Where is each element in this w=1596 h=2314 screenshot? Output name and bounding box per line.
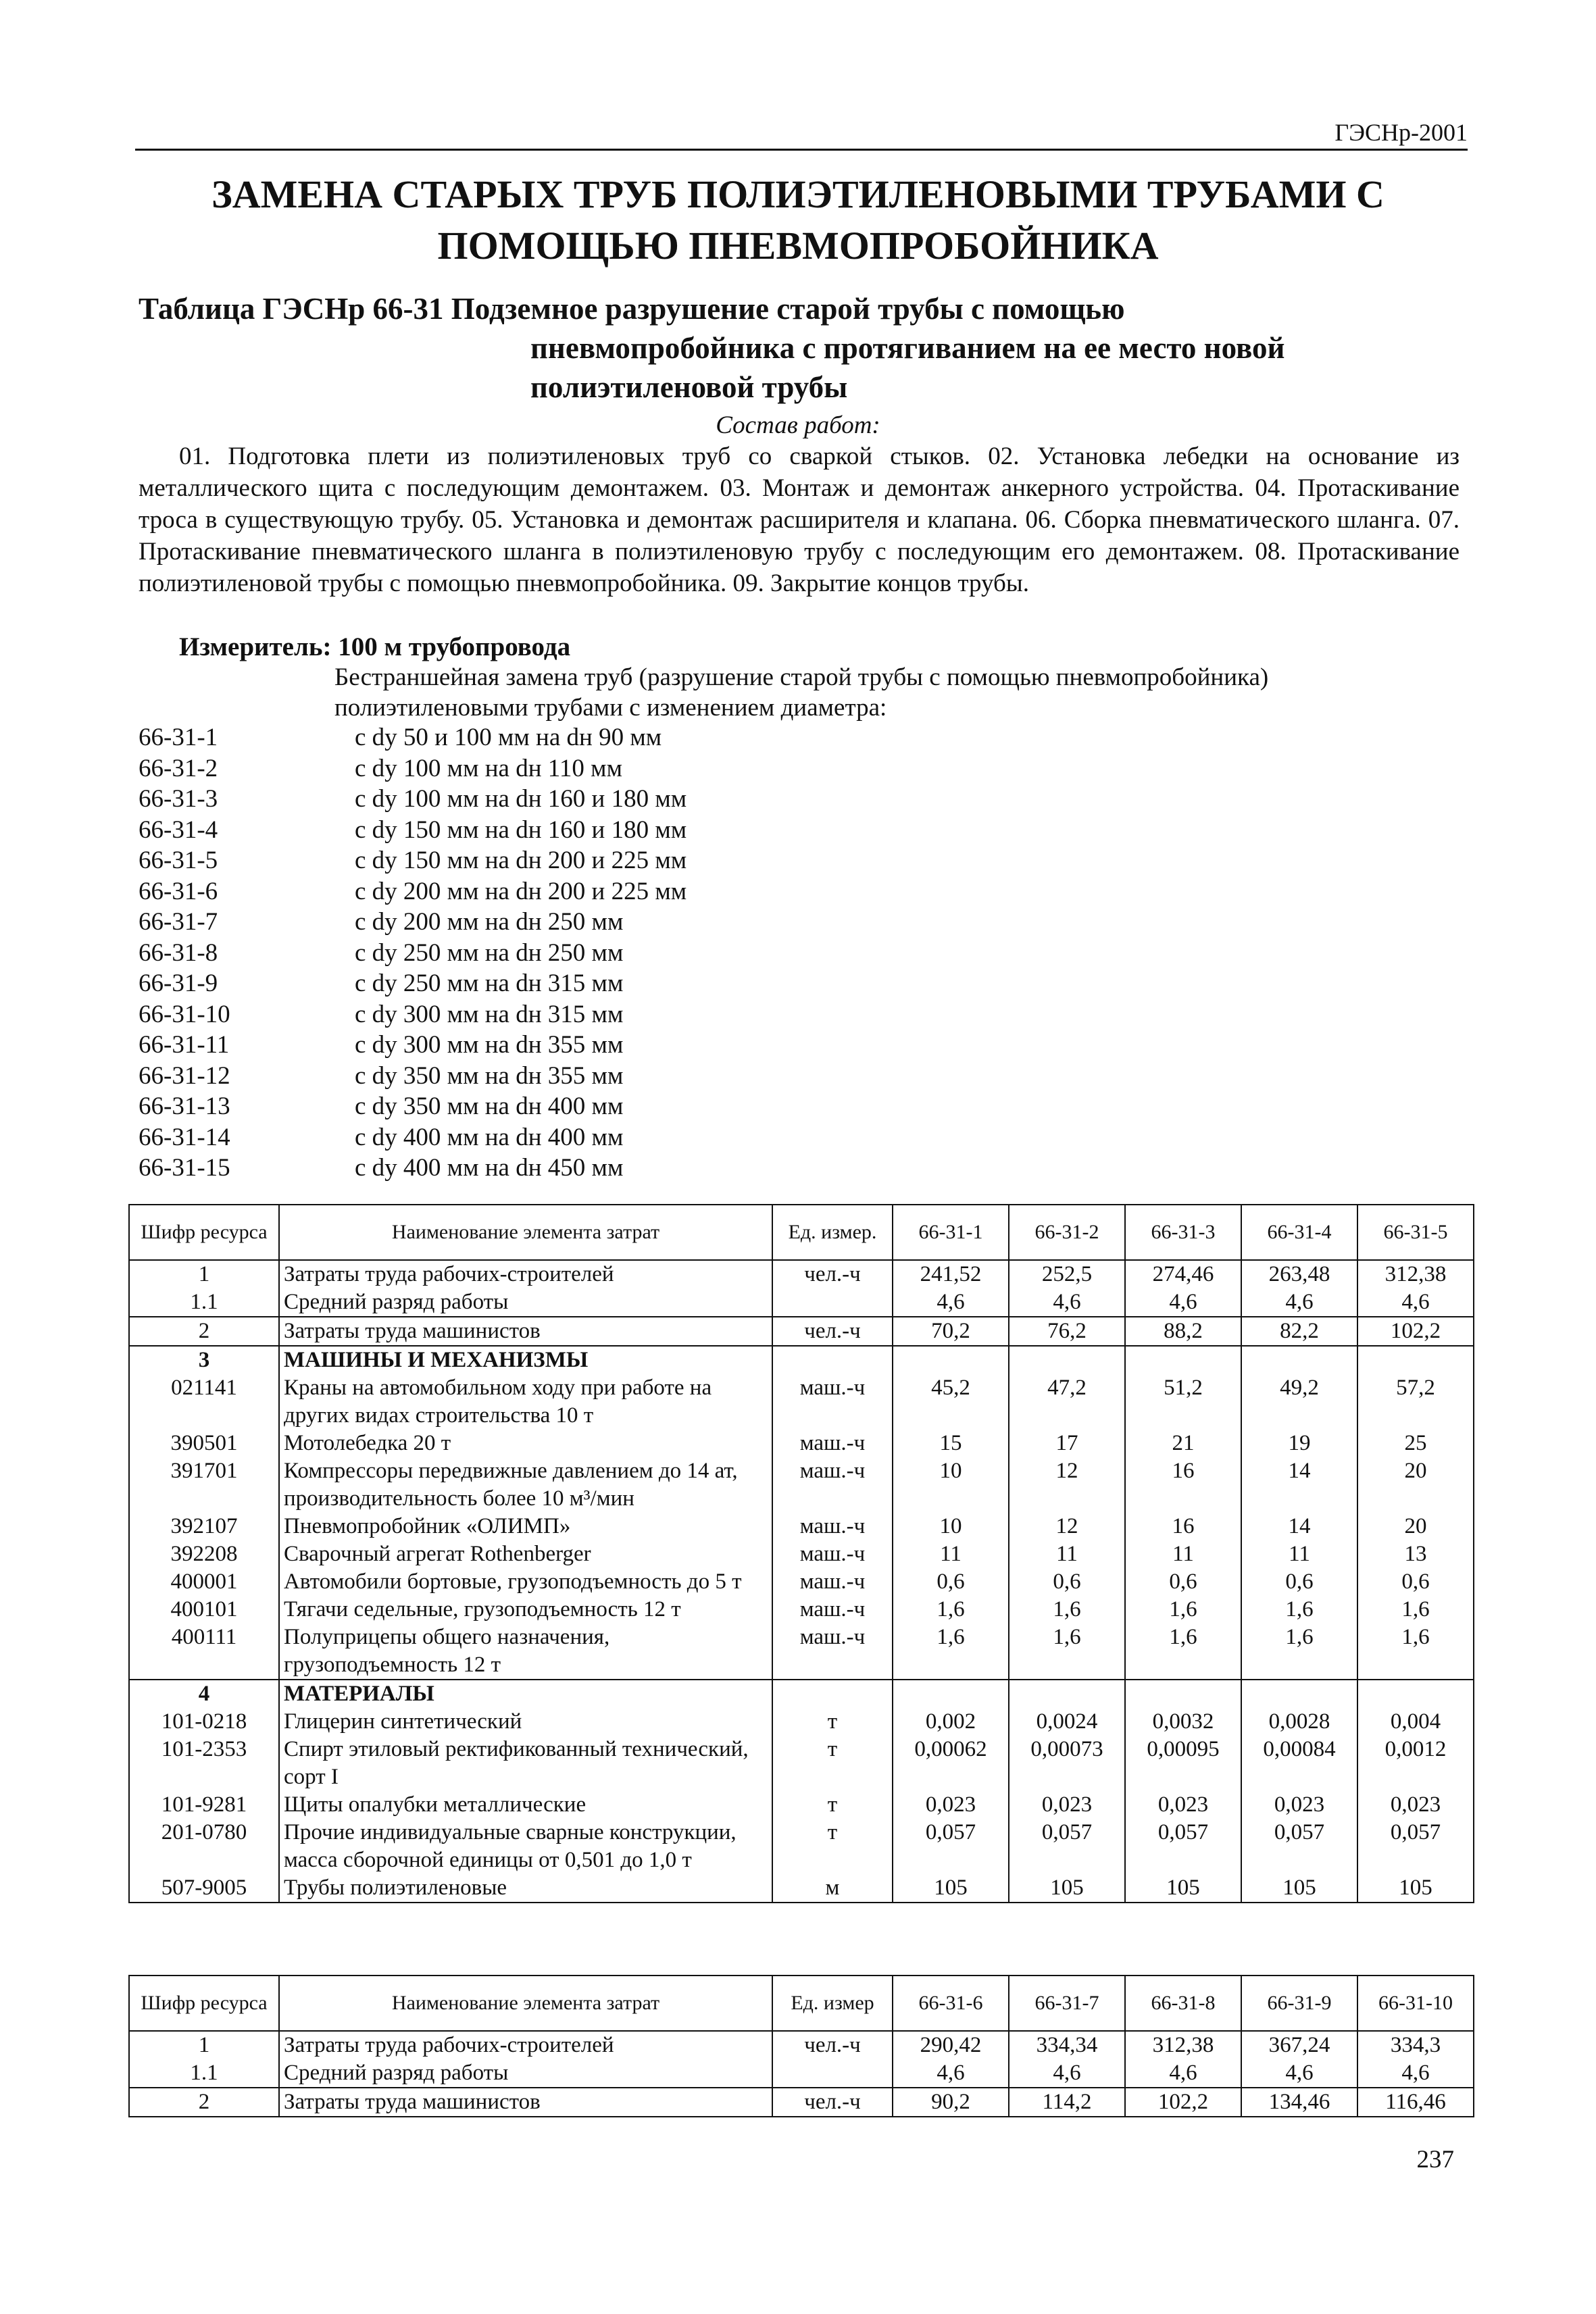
- variant-code: 66-31-3: [139, 785, 218, 813]
- resource-name-cell: Полуприцепы общего назначения, грузоподъемность 12 т: [279, 1624, 772, 1680]
- resource-name-cell: Автомобили бортовые, грузоподъемность до 5 т: [279, 1568, 772, 1596]
- value-cell: 4,6: [1241, 2059, 1357, 2088]
- resource-name-cell: Глицерин синтетический: [279, 1708, 772, 1736]
- variant-code: 66-31-7: [139, 908, 218, 936]
- value-cell: 13: [1357, 1540, 1474, 1568]
- value-cell: 102,2: [1125, 2088, 1241, 2117]
- value-cell: 274,46: [1125, 1260, 1241, 1288]
- resource-code-cell: 101-9281: [129, 1791, 279, 1819]
- unit-cell: чел.-ч: [772, 1260, 893, 1288]
- value-cell: 14: [1241, 1513, 1357, 1540]
- variant-description: с dy 250 мм на dн 250 мм: [355, 938, 624, 967]
- value-cell: 16: [1125, 1513, 1241, 1540]
- resource-name-cell: Щиты опалубки металлические: [279, 1791, 772, 1819]
- value-cell: 134,46: [1241, 2088, 1357, 2117]
- value-cell: 105: [1241, 1874, 1357, 1903]
- unit-cell: маш.-ч: [772, 1457, 893, 1513]
- column-header: 66-31-10: [1357, 1976, 1474, 2031]
- document-code: ГЭСНр-2001: [1335, 119, 1468, 146]
- unit-cell: т: [772, 1819, 893, 1874]
- value-cell: 0,002: [893, 1708, 1009, 1736]
- value-cell: 0,0028: [1241, 1708, 1357, 1736]
- resource-table-1: [128, 1204, 1474, 1903]
- table-title-line1: Таблица ГЭСНр 66-31 Подземное разрушение старой трубы с помощью: [139, 292, 1125, 326]
- value-cell: [1009, 1346, 1125, 1374]
- value-cell: 1,6: [893, 1596, 1009, 1624]
- value-cell: 290,42: [893, 2031, 1009, 2059]
- value-cell: [893, 1680, 1009, 1708]
- value-cell: 47,2: [1009, 1374, 1125, 1430]
- column-header: 66-31-8: [1125, 1976, 1241, 2031]
- variant-description: с dy 150 мм на dн 200 и 225 мм: [355, 847, 687, 874]
- unit-cell: маш.-ч: [772, 1513, 893, 1540]
- table-header-row: [129, 1205, 1474, 1260]
- value-cell: 20: [1357, 1457, 1474, 1513]
- value-cell: 10: [893, 1513, 1009, 1540]
- value-cell: 21: [1125, 1430, 1241, 1457]
- column-header: 66-31-5: [1357, 1205, 1474, 1260]
- value-cell: 1,6: [1357, 1624, 1474, 1680]
- value-cell: 45,2: [893, 1374, 1009, 1430]
- variant-description: с dy 50 и 100 мм на dн 90 мм: [355, 724, 662, 751]
- value-cell: 4,6: [1357, 2059, 1474, 2088]
- unit-cell: [772, 1680, 893, 1708]
- unit-cell: маш.-ч: [772, 1596, 893, 1624]
- table-row: [129, 1430, 1474, 1457]
- column-header: 66-31-1: [893, 1205, 1009, 1260]
- column-header: 66-31-3: [1125, 1205, 1241, 1260]
- table-row: [129, 1457, 1474, 1513]
- value-cell: 312,38: [1125, 2031, 1241, 2059]
- variant-description: с dy 100 мм на dн 160 и 180 мм: [355, 785, 687, 813]
- value-cell: 14: [1241, 1457, 1357, 1513]
- value-cell: 0,00084: [1241, 1736, 1357, 1791]
- variant-code: 66-31-8: [139, 938, 218, 967]
- value-cell: 114,2: [1009, 2088, 1125, 2117]
- value-cell: 10: [893, 1457, 1009, 1513]
- value-cell: 241,52: [893, 1260, 1009, 1288]
- value-cell: 12: [1009, 1513, 1125, 1540]
- resource-code-cell: 507-9005: [129, 1874, 279, 1903]
- variant-code: 66-31-1: [139, 724, 218, 751]
- value-cell: 312,38: [1357, 1260, 1474, 1288]
- resource-name-cell: Прочие индивидуальные сварные конструкции, масса сборочной единицы от 0,501 до 1,0 т: [279, 1819, 772, 1874]
- value-cell: 90,2: [893, 2088, 1009, 2117]
- value-cell: 4,6: [893, 2059, 1009, 2088]
- page-number: 237: [1416, 2146, 1454, 2173]
- table-header-row: [129, 1976, 1474, 2031]
- variant-description: с dy 300 мм на dн 355 мм: [355, 1031, 624, 1059]
- resource-name-cell: Затраты труда рабочих-строителей: [279, 2031, 772, 2059]
- column-header: Ед. измер.: [772, 1205, 893, 1260]
- table-row: [129, 2088, 1474, 2117]
- column-header: 66-31-6: [893, 1976, 1009, 2031]
- resource-code-cell: 4: [129, 1680, 279, 1708]
- table-row: [129, 1874, 1474, 1903]
- resource-name-cell: Спирт этиловый ректификованный технический, сорт I: [279, 1736, 772, 1791]
- value-cell: [1357, 1680, 1474, 1708]
- value-cell: 105: [1357, 1874, 1474, 1903]
- unit-cell: м: [772, 1874, 893, 1903]
- value-cell: 0,023: [1357, 1791, 1474, 1819]
- value-cell: 0,023: [893, 1791, 1009, 1819]
- value-cell: 102,2: [1357, 1317, 1474, 1346]
- unit-cell: чел.-ч: [772, 2031, 893, 2059]
- value-cell: 105: [1009, 1874, 1125, 1903]
- value-cell: 1,6: [1009, 1596, 1125, 1624]
- variant-code: 66-31-5: [139, 847, 218, 874]
- resource-code-cell: 1.1: [129, 1288, 279, 1317]
- table-row: [129, 1568, 1474, 1596]
- column-header: Наименование элемента затрат: [279, 1205, 772, 1260]
- value-cell: 0,6: [1357, 1568, 1474, 1596]
- resource-code-cell: 101-0218: [129, 1708, 279, 1736]
- value-cell: 0,0012: [1357, 1736, 1474, 1791]
- variant-code: 66-31-6: [139, 877, 218, 905]
- value-cell: 49,2: [1241, 1374, 1357, 1430]
- value-cell: 4,6: [1009, 2059, 1125, 2088]
- value-cell: 0,057: [1357, 1819, 1474, 1874]
- variant-code: 66-31-10: [139, 1000, 230, 1028]
- variant-description: с dy 250 мм на dн 315 мм: [355, 970, 624, 997]
- resource-name-cell: Краны на автомобильном ходу при работе на других видах строительства 10 т: [279, 1374, 772, 1430]
- value-cell: [1125, 1346, 1241, 1374]
- table-row: [129, 2031, 1474, 2059]
- resource-code-cell: 400001: [129, 1568, 279, 1596]
- resource-code-cell: 2: [129, 1317, 279, 1346]
- variant-description: с dy 350 мм на dн 355 мм: [355, 1061, 624, 1090]
- table-row: [129, 1374, 1474, 1430]
- value-cell: 25: [1357, 1430, 1474, 1457]
- table-row: [129, 1288, 1474, 1317]
- value-cell: 0,0024: [1009, 1708, 1125, 1736]
- value-cell: 11: [1009, 1540, 1125, 1568]
- value-cell: 11: [1241, 1540, 1357, 1568]
- value-cell: 116,46: [1357, 2088, 1474, 2117]
- unit-cell: чел.-ч: [772, 1317, 893, 1346]
- value-cell: 0,6: [1009, 1568, 1125, 1596]
- value-cell: 0,0032: [1125, 1708, 1241, 1736]
- unit-cell: т: [772, 1791, 893, 1819]
- column-header: Наименование элемента затрат: [279, 1976, 772, 2031]
- value-cell: [1241, 1346, 1357, 1374]
- value-cell: 20: [1357, 1513, 1474, 1540]
- value-cell: 252,5: [1009, 1260, 1125, 1288]
- resource-name-cell: Пневмопробойник «ОЛИМП»: [279, 1513, 772, 1540]
- value-cell: 334,34: [1009, 2031, 1125, 2059]
- variant-code: 66-31-14: [139, 1123, 230, 1151]
- value-cell: 4,6: [1241, 1288, 1357, 1317]
- value-cell: 4,6: [1125, 1288, 1241, 1317]
- resource-name-cell: Затраты труда рабочих-строителей: [279, 1260, 772, 1288]
- variant-description: с dy 300 мм на dн 315 мм: [355, 1000, 624, 1028]
- unit-cell: маш.-ч: [772, 1374, 893, 1430]
- value-cell: [1357, 1346, 1474, 1374]
- value-cell: 0,057: [1009, 1819, 1125, 1874]
- table-row: [129, 1819, 1474, 1874]
- resource-name-cell: Средний разряд работы: [279, 1288, 772, 1317]
- resource-name-cell: Затраты труда машинистов: [279, 1317, 772, 1346]
- variant-description: с dy 200 мм на dн 250 мм: [355, 908, 624, 936]
- value-cell: 0,00062: [893, 1736, 1009, 1791]
- resource-name-cell: Мотолебедка 20 т: [279, 1430, 772, 1457]
- value-cell: 0,00073: [1009, 1736, 1125, 1791]
- value-cell: 0,6: [893, 1568, 1009, 1596]
- value-cell: 76,2: [1009, 1317, 1125, 1346]
- unit-cell: [772, 2059, 893, 2088]
- unit-cell: [772, 1288, 893, 1317]
- resource-name-cell: МАШИНЫ И МЕХАНИЗМЫ: [279, 1346, 772, 1374]
- value-cell: [893, 1346, 1009, 1374]
- variant-code: 66-31-15: [139, 1154, 230, 1182]
- resource-code-cell: 390501: [129, 1430, 279, 1457]
- variant-description: с dy 100 мм на dн 110 мм: [355, 754, 622, 782]
- unit-cell: т: [772, 1736, 893, 1791]
- value-cell: 1,6: [1125, 1596, 1241, 1624]
- value-cell: 1,6: [1009, 1624, 1125, 1680]
- value-cell: 15: [893, 1430, 1009, 1457]
- table-row: [129, 2059, 1474, 2088]
- value-cell: 0,057: [1125, 1819, 1241, 1874]
- value-cell: 12: [1009, 1457, 1125, 1513]
- table-row: [129, 1736, 1474, 1791]
- resource-code-cell: 201-0780: [129, 1819, 279, 1874]
- header-rule: [135, 149, 1468, 151]
- column-header: 66-31-7: [1009, 1976, 1125, 2031]
- table-row: [129, 1513, 1474, 1540]
- value-cell: 0,6: [1241, 1568, 1357, 1596]
- table-title: [139, 289, 1476, 407]
- table-row: [129, 1708, 1474, 1736]
- value-cell: 0,057: [1241, 1819, 1357, 1874]
- value-cell: 367,24: [1241, 2031, 1357, 2059]
- table-row: [129, 1680, 1474, 1708]
- value-cell: 1,6: [893, 1624, 1009, 1680]
- column-header: 66-31-2: [1009, 1205, 1125, 1260]
- unit-cell: чел.-ч: [772, 2088, 893, 2117]
- variant-code: 66-31-2: [139, 754, 218, 782]
- variant-code: 66-31-4: [139, 815, 218, 844]
- resource-code-cell: 392107: [129, 1513, 279, 1540]
- table-row: [129, 1791, 1474, 1819]
- resource-name-cell: Трубы полиэтиленовые: [279, 1874, 772, 1903]
- value-cell: [1125, 1680, 1241, 1708]
- value-cell: 105: [893, 1874, 1009, 1903]
- resource-name-cell: Компрессоры передвижные давлением до 14 ат, производительность более 10 м³/мин: [279, 1457, 772, 1513]
- value-cell: 0,6: [1125, 1568, 1241, 1596]
- resource-code-cell: 3: [129, 1346, 279, 1374]
- resource-code-cell: 2: [129, 2088, 279, 2117]
- unit-cell: т: [772, 1708, 893, 1736]
- resource-code-cell: 101-2353: [129, 1736, 279, 1791]
- value-cell: 0,004: [1357, 1708, 1474, 1736]
- column-header: 66-31-4: [1241, 1205, 1357, 1260]
- variant-intro: Бестраншейная замена труб (разрушение старой трубы с помощью пневмопробойника) полиэтиленовыми трубами с изменением диаметра:: [334, 663, 1269, 722]
- table-row: [129, 1540, 1474, 1568]
- value-cell: 11: [893, 1540, 1009, 1568]
- value-cell: [1009, 1680, 1125, 1708]
- unit-cell: маш.-ч: [772, 1624, 893, 1680]
- value-cell: 57,2: [1357, 1374, 1474, 1430]
- value-cell: 0,023: [1241, 1791, 1357, 1819]
- resource-code-cell: 391701: [129, 1457, 279, 1513]
- value-cell: 70,2: [893, 1317, 1009, 1346]
- table-title-line2: пневмопробойника с протягиванием на ее место новой полиэтиленовой трубы: [530, 331, 1285, 404]
- resource-name-cell: Затраты труда машинистов: [279, 2088, 772, 2117]
- value-cell: 1,6: [1357, 1596, 1474, 1624]
- value-cell: [1241, 1680, 1357, 1708]
- variant-description: с dy 400 мм на dн 450 мм: [355, 1154, 624, 1182]
- table-row: [129, 1596, 1474, 1624]
- section-title: ЗАМЕНА СТАРЫХ ТРУБ ПОЛИЭТИЛЕНОВЫМИ ТРУБАМИ С ПОМОЩЬЮ ПНЕВМОПРОБОЙНИКА: [211, 172, 1385, 268]
- column-header: Шифр ресурса: [129, 1205, 279, 1260]
- resource-code-cell: 400111: [129, 1624, 279, 1680]
- resource-code-cell: 021141: [129, 1374, 279, 1430]
- value-cell: 82,2: [1241, 1317, 1357, 1346]
- composition-heading: Состав работ:: [716, 411, 880, 439]
- value-cell: 0,057: [893, 1819, 1009, 1874]
- value-cell: 4,6: [1009, 1288, 1125, 1317]
- value-cell: 4,6: [1357, 1288, 1474, 1317]
- value-cell: 105: [1125, 1874, 1241, 1903]
- resource-code-cell: 1: [129, 1260, 279, 1288]
- resource-table-2: [128, 1975, 1474, 2117]
- value-cell: 17: [1009, 1430, 1125, 1457]
- composition-text: 01. Подготовка плети из полиэтиленовых труб со сваркой стыков. 02. Установка лебедки на основание из металлического щита с последующим демонтажем. 03. Монтаж и демонтаж анкерного устройства. 04. Протаскивание троса в существующую трубу. 05. Установка и демонтаж расширителя и клапана. 06. Сборка пневматического шланга. 07. Протаскивание пневматического шланга в полиэтиленовую трубу с последующим его демонтажем. 08. Протаскивание полиэтиленовой трубы с помощью пневмопробойника. 09. Закрытие концов трубы.: [139, 443, 1460, 597]
- value-cell: 4,6: [893, 1288, 1009, 1317]
- value-cell: 16: [1125, 1457, 1241, 1513]
- column-header: 66-31-9: [1241, 1976, 1357, 2031]
- column-header: Шифр ресурса: [129, 1976, 279, 2031]
- unit-cell: маш.-ч: [772, 1540, 893, 1568]
- value-cell: 19: [1241, 1430, 1357, 1457]
- variant-code: 66-31-11: [139, 1031, 230, 1059]
- variant-description: с dy 400 мм на dн 400 мм: [355, 1123, 624, 1151]
- resource-code-cell: 392208: [129, 1540, 279, 1568]
- unit-cell: [772, 1346, 893, 1374]
- column-header: Ед. измер: [772, 1976, 893, 2031]
- value-cell: 263,48: [1241, 1260, 1357, 1288]
- variant-description: с dy 350 мм на dн 400 мм: [355, 1092, 624, 1120]
- table-row: [129, 1624, 1474, 1680]
- value-cell: 1,6: [1125, 1624, 1241, 1680]
- value-cell: 334,3: [1357, 2031, 1474, 2059]
- resource-code-cell: 1: [129, 2031, 279, 2059]
- table-row: [129, 1260, 1474, 1288]
- resource-name-cell: Тягачи седельные, грузоподъемность 12 т: [279, 1596, 772, 1624]
- resource-code-cell: 1.1: [129, 2059, 279, 2088]
- value-cell: 11: [1125, 1540, 1241, 1568]
- value-cell: 0,023: [1009, 1791, 1125, 1819]
- unit-cell: маш.-ч: [772, 1568, 893, 1596]
- variant-description: с dy 150 мм на dн 160 и 180 мм: [355, 815, 687, 844]
- resource-code-cell: 400101: [129, 1596, 279, 1624]
- variant-code: 66-31-12: [139, 1061, 230, 1090]
- value-cell: 4,6: [1125, 2059, 1241, 2088]
- resource-name-cell: Средний разряд работы: [279, 2059, 772, 2088]
- resource-name-cell: Сварочный агрегат Rothenberger: [279, 1540, 772, 1568]
- value-cell: 1,6: [1241, 1624, 1357, 1680]
- resource-name-cell: МАТЕРИАЛЫ: [279, 1680, 772, 1708]
- value-cell: 88,2: [1125, 1317, 1241, 1346]
- unit-cell: маш.-ч: [772, 1430, 893, 1457]
- table-row: [129, 1317, 1474, 1346]
- variant-description: с dy 200 мм на dн 200 и 225 мм: [355, 877, 687, 905]
- value-cell: 51,2: [1125, 1374, 1241, 1430]
- value-cell: 1,6: [1241, 1596, 1357, 1624]
- value-cell: 0,00095: [1125, 1736, 1241, 1791]
- table-row: [129, 1346, 1474, 1374]
- variant-code: 66-31-9: [139, 970, 218, 997]
- variant-code: 66-31-13: [139, 1092, 230, 1120]
- measure-unit: Измеритель: 100 м трубопровода: [179, 632, 571, 661]
- value-cell: 0,023: [1125, 1791, 1241, 1819]
